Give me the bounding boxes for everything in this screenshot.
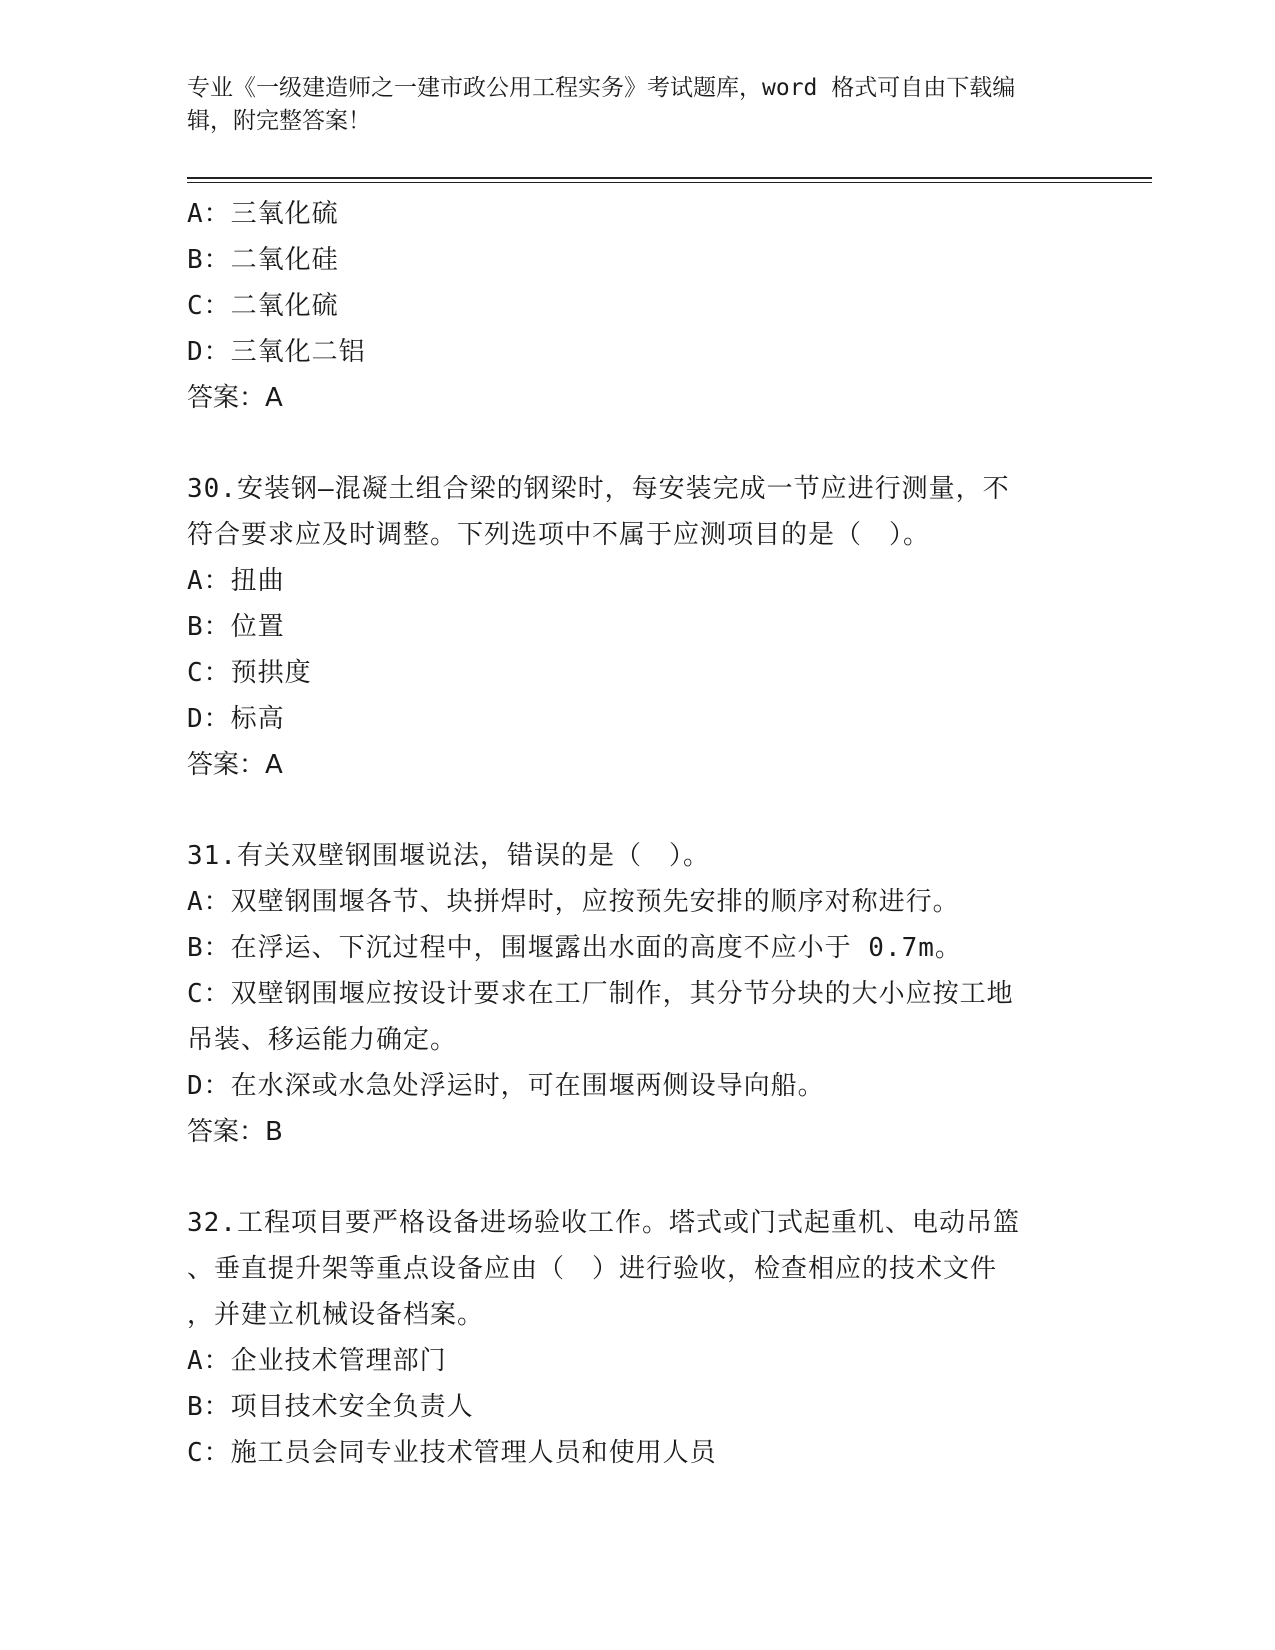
option-d: D：三氧化二铝 (187, 337, 366, 367)
option-d: D：在水深或水急处浮运时，可在围堰两侧设导向船。 (187, 1071, 825, 1101)
option-a: A：企业技术管理部门 (187, 1346, 447, 1376)
question-stem-line-1: 31.有关双壁钢围堰说法，错误的是（ ）。 (187, 841, 710, 871)
document-header (187, 72, 1087, 138)
question-stem-line-2: 符合要求应及时调整。下列选项中不属于应测项目的是（ ）。 (187, 520, 931, 550)
option-b: B：位置 (187, 612, 285, 642)
option-c: C：施工员会同专业技术管理人员和使用人员 (187, 1438, 717, 1468)
option-d: D：标高 (187, 704, 285, 734)
option-c: C：双壁钢围堰应按设计要求在工厂制作，其分节分块的大小应按工地 (187, 979, 1014, 1009)
question-stem-line-1: 30.安装钢—混凝土组合梁的钢梁时，每安装完成一节应进行测量，不 (187, 474, 1010, 504)
spacer (187, 788, 1087, 833)
option-a: A：三氧化硫 (187, 199, 339, 229)
answer-line: 答案：A (187, 750, 283, 780)
answer-line: 答案：B (187, 1117, 283, 1147)
question-29 (187, 191, 1087, 421)
question-30 (187, 466, 1087, 788)
question-31 (187, 833, 1087, 1155)
option-a: A：扭曲 (187, 566, 285, 596)
option-c-continued: 吊装、移运能力确定。 (187, 1025, 458, 1055)
question-32 (187, 1200, 1087, 1476)
option-c: C：二氧化硫 (187, 291, 339, 321)
option-b: B：在浮运、下沉过程中，围堰露出水面的高度不应小于 0.7m。 (187, 933, 962, 963)
option-b: B：项目技术安全负责人 (187, 1392, 474, 1422)
spacer (187, 421, 1087, 466)
option-c: C：预拱度 (187, 658, 312, 688)
question-stem-line-1: 32.工程项目要严格设备进场验收工作。塔式或门式起重机、电动吊篮 (187, 1208, 1020, 1238)
question-stem-line-2: 、垂直提升架等重点设备应由（ ）进行验收，检查相应的技术文件 (187, 1254, 998, 1284)
header-divider-thick (187, 177, 1152, 179)
question-stem-line-3: ，并建立机械设备档案。 (187, 1300, 485, 1330)
option-b: B：二氧化硅 (187, 245, 339, 275)
option-a: A：双壁钢围堰各节、块拼焊时，应按预先安排的顺序对称进行。 (187, 887, 960, 917)
header-line-1: 专业《一级建造师之一建市政公用工程实务》考试题库，word 格式可自由下载编 (187, 75, 1016, 101)
question-list (187, 191, 1087, 1476)
header-divider-thin (187, 182, 1152, 183)
spacer (187, 1155, 1087, 1200)
header-line-2: 辑，附完整答案！ (187, 108, 371, 134)
answer-line: 答案：A (187, 383, 283, 413)
